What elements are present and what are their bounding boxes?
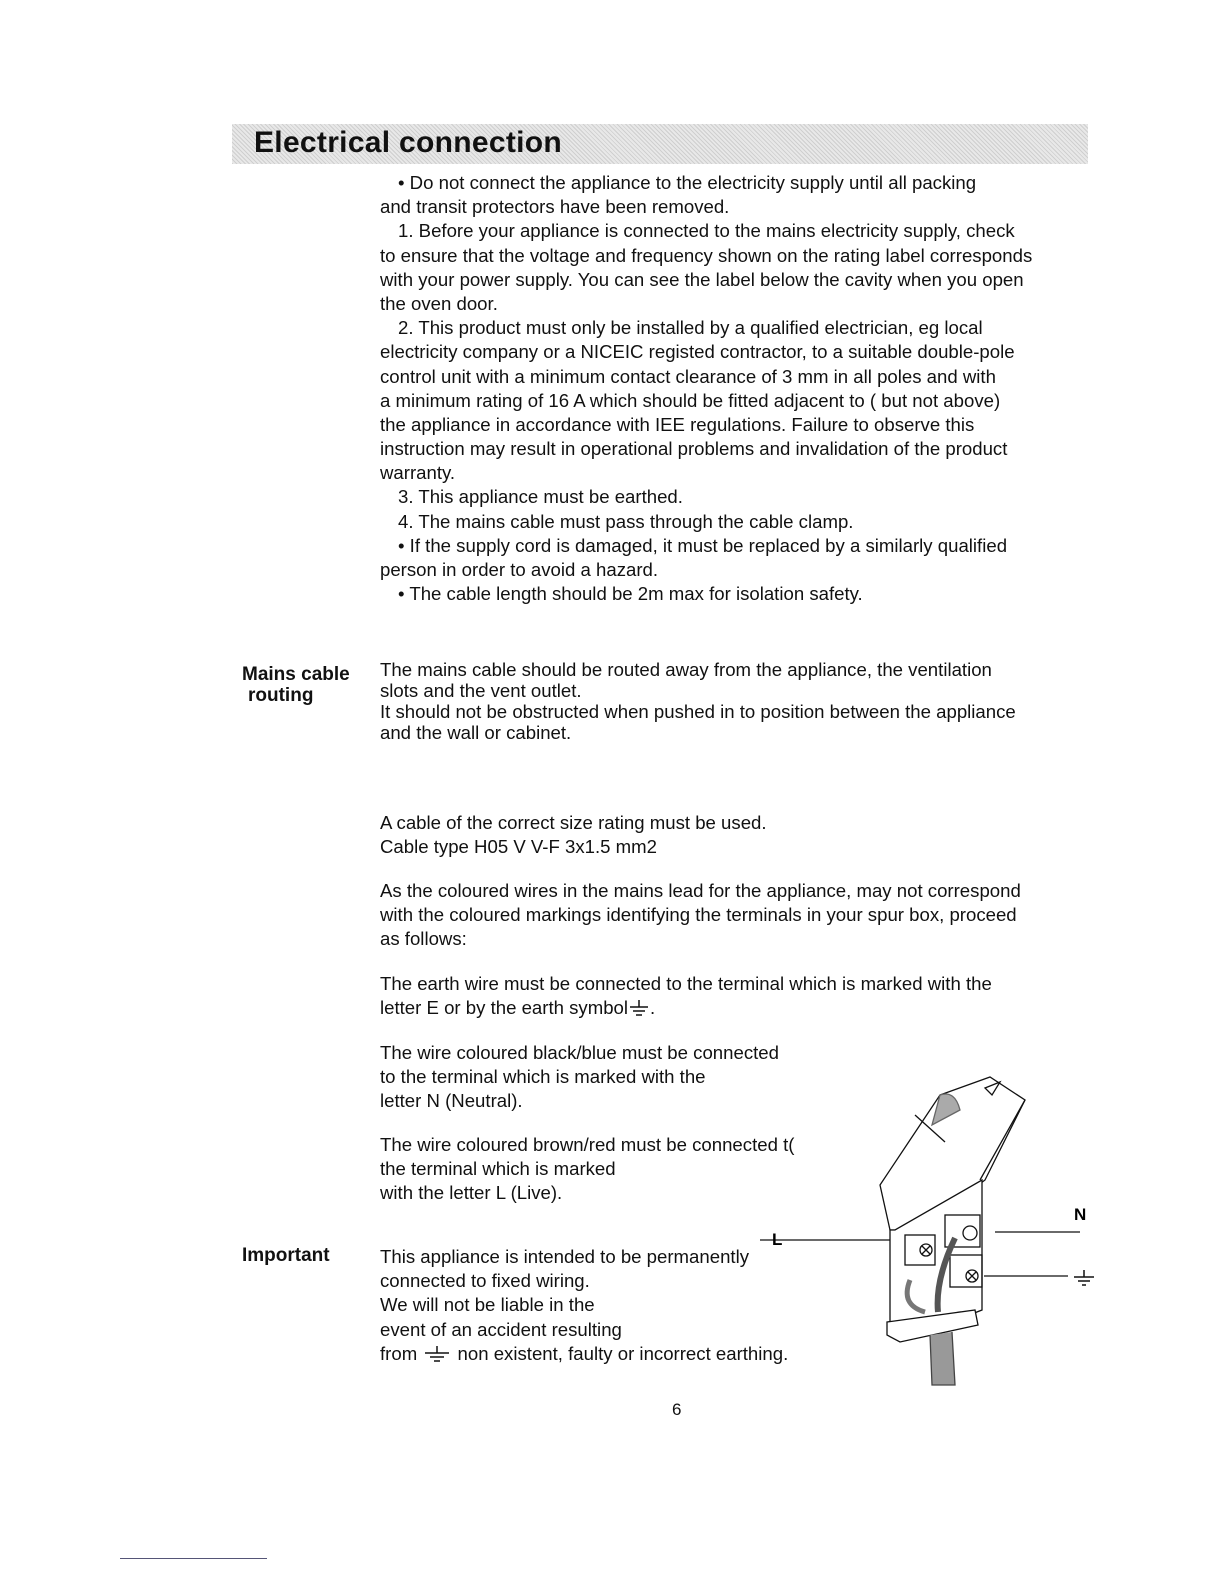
neutral-wire-text	[380, 1041, 779, 1114]
text-line: • Do not connect the appliance to the electricity supply until all packing	[398, 172, 977, 193]
live-wire-text	[380, 1133, 794, 1206]
text-line: The mains cable should be routed away from the appliance, the ventilation	[380, 659, 992, 680]
mains-cable-label: Mains cable	[242, 664, 350, 685]
cable-rating-text	[380, 811, 767, 859]
section-title: Electrical connection	[254, 126, 563, 159]
text-line: a minimum rating of 16 A which should be fitted adjacent to ( but not above)	[380, 389, 1001, 411]
text-line: the terminal which is marked	[380, 1158, 616, 1180]
mains-cable-text	[380, 659, 1016, 743]
earth-symbol-icon	[628, 1000, 650, 1018]
live-label: L	[772, 1230, 783, 1249]
text-line: electricity company or a NICEIC registed contractor, to a suitable double-pole	[380, 341, 1015, 363]
text-line: 4. The mains cable must pass through the cable clamp.	[398, 510, 854, 532]
text-line: with the coloured markings identifying the terminals in your spur box, proceed	[380, 904, 1017, 926]
important-label: Important	[242, 1245, 330, 1266]
text-line: person in order to avoid a hazard.	[380, 559, 659, 580]
page-number: 6	[672, 1400, 682, 1419]
text-line: Cable type H05 V V-F 3x1.5 mm2	[380, 836, 657, 858]
text-line	[380, 996, 992, 1020]
section-banner	[232, 124, 1088, 164]
text-line: A cable of the correct size rating must be used.	[380, 812, 767, 833]
text-line: The wire coloured black/blue must be connected	[380, 1042, 779, 1063]
text-line: instruction may result in operational problems and invalidation of the product	[380, 438, 1008, 460]
text-line: with your power supply. You can see the label below the cavity when you open	[380, 268, 1024, 290]
text-line: • If the supply cord is damaged, it must be replaced by a similarly qualified	[398, 534, 1008, 556]
text-span: non existent, faulty or incorrect earthing.	[452, 1342, 789, 1364]
text-line: the appliance in accordance with IEE regulations. Failure to observe this	[380, 413, 975, 435]
text-span: letter E or by the earth symbol	[380, 997, 629, 1019]
text-line: 1. Before your appliance is connected to the mains electricity supply, check	[398, 220, 1015, 242]
neutral-label: N	[1074, 1205, 1087, 1224]
text-line: This appliance is intended to be permanently	[380, 1246, 750, 1267]
text-line: The wire coloured brown/red must be connected t(	[380, 1134, 795, 1155]
spur-box-diagram	[760, 1050, 1100, 1390]
text-line: to the terminal which is marked with the	[380, 1066, 706, 1088]
text-line: warranty.	[380, 462, 456, 484]
text-line: It should not be obstructed when pushed in to position between the appliance	[380, 701, 1016, 722]
intro-instructions	[380, 171, 1032, 606]
text-line: as follows:	[380, 928, 467, 950]
text-line: letter N (Neutral).	[380, 1090, 523, 1112]
mains-cable-label-2: routing	[248, 685, 314, 706]
text-line: with the letter L (Live).	[380, 1182, 563, 1204]
text-line: event of an accident resulting	[380, 1318, 622, 1340]
text-line: • The cable length should be 2m max for isolation safety.	[398, 583, 863, 605]
text-line: control unit with a minimum contact clearance of 3 mm in all poles and with	[380, 365, 996, 387]
divider	[120, 1558, 267, 1559]
text-line: As the coloured wires in the mains lead for the appliance, may not correspond	[380, 880, 1021, 901]
text-line: and the wall or cabinet.	[380, 722, 572, 743]
earth-wire-text	[380, 972, 992, 1020]
text-line: 3. This appliance must be earthed.	[398, 486, 683, 508]
coloured-wires-text	[380, 879, 1021, 952]
text-line: and transit protectors have been removed.	[380, 196, 730, 218]
earth-symbol-icon	[422, 1346, 452, 1364]
text-line: the oven door.	[380, 292, 498, 314]
text-line: to ensure that the voltage and frequency shown on the rating label corresponds	[380, 244, 1033, 266]
text-line: We will not be liable in the	[380, 1294, 595, 1316]
text-line: slots and the vent outlet.	[380, 680, 582, 701]
text-line: The earth wire must be connected to the terminal which is marked with the	[380, 973, 992, 994]
important-text	[380, 1245, 788, 1366]
text-span: .	[650, 997, 656, 1019]
text-span: from	[380, 1342, 418, 1364]
text-line: connected to fixed wiring.	[380, 1270, 590, 1292]
text-line: 2. This product must only be installed by a qualified electrician, eg local	[398, 317, 983, 339]
text-line	[380, 1342, 788, 1366]
